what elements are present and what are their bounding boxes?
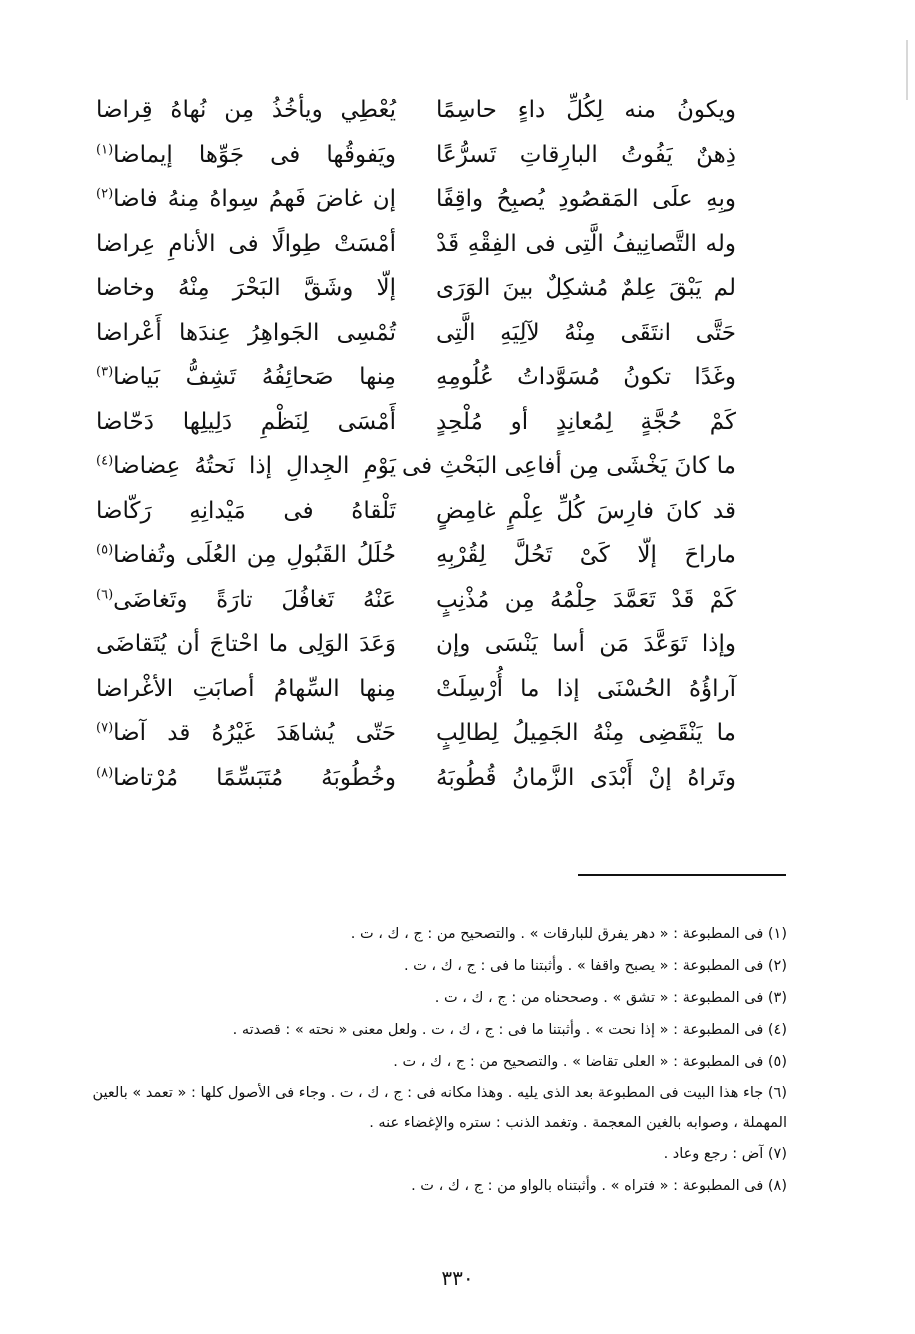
hemistich-second-text: حُلَلُ القَبُولِ مِن العُلَى وتُفاضا xyxy=(113,542,396,569)
hemistich-second xyxy=(96,720,396,746)
hemistich-first: وبِهِ علَى المَقصُودِ يُصبِحُ واقِفًا xyxy=(436,186,736,213)
footnote-item: (٥) فى المطبوعة : « العلى تقاضا » . والتصحيح من : ج ، ك ، ت . xyxy=(393,1054,787,1070)
hemistich-second-text: إلّا وشَقَّ البَحْرَ مِنْهُ وخاضا xyxy=(96,275,396,302)
hemistich-second xyxy=(96,453,396,479)
hemistich-second xyxy=(96,320,396,346)
hemistich-second-text: وخُطُوبَهُ مُتَبَسِّمًا مُرْتاضا xyxy=(113,764,396,791)
footnote-item: (٣) فى المطبوعة : « تشق » . وصححناه من : ج ، ك ، ت . xyxy=(434,990,787,1006)
footnote-separator xyxy=(578,874,786,876)
hemistich-second-text: إن غاضَ فَهمُ سِواهُ مِنهُ فاضا xyxy=(113,186,396,213)
footnote-item: (٨) فى المطبوعة : « فتراه » . وأثبتناه بالواو من : ج ، ك ، ت . xyxy=(411,1178,787,1194)
hemistich-first: آراؤُهُ الحُسْنَى إذا ما أُرْسِلَتْ xyxy=(436,675,736,702)
footnote-marker: (٢) xyxy=(96,186,114,202)
hemistich-second xyxy=(96,231,396,257)
hemistich-second-text: أَمْسَى لِنَظْمِ دَلِيلِها دَحّاضا xyxy=(96,408,396,435)
hemistich-first: لم يَبْقَ عِلمٌ مُشكِلٌ بينَ الوَرَى xyxy=(436,275,736,302)
hemistich-second-text: أمْسَتْ طِوالًا فى الأنامِ عِراضا xyxy=(96,230,396,257)
hemistich-first: قد كانَ فارِسَ كُلِّ عِلْمٍ غامِضٍ xyxy=(436,497,736,524)
hemistich-second xyxy=(96,142,396,168)
hemistich-first: وغَدًا تكونُ مُسَوَّداتُ عُلُومِهِ xyxy=(436,364,736,391)
hemistich-second xyxy=(96,409,396,435)
hemistich-first: وتَراهُ إنْ أَبْدَى الزَّمانُ قُطُوبَهُ xyxy=(436,764,736,791)
hemistich-first: حَتَّى انتَقَى مِنْهُ لآلِيَهِ الَّتِى xyxy=(436,319,736,346)
hemistich-second-text: تُمْسِى الجَواهِرُ عِندَها أَعْراضا xyxy=(96,319,396,346)
footnote-item: (٢) فى المطبوعة : « يصبح واقفا » . وأثبتنا ما فى : ج ، ك ، ت . xyxy=(403,958,787,974)
hemistich-second xyxy=(96,97,396,123)
hemistich-second xyxy=(96,631,396,657)
hemistich-first: كَمْ قَدْ تَعَمَّدَ حِلْمُهُ مِن مُذْنِبٍ xyxy=(436,586,736,613)
verse xyxy=(96,222,736,267)
footnote-item: (٧) آض : رجع وعاد . xyxy=(663,1146,787,1162)
verse xyxy=(96,177,736,222)
footnote-marker: (٧) xyxy=(96,720,114,736)
hemistich-second xyxy=(96,186,396,212)
verse xyxy=(96,311,736,356)
hemistich-second-text: حَتّى يُشاهَدَ غَيْرُهُ قد آضا xyxy=(113,720,396,747)
verse xyxy=(96,667,736,712)
footnote-item: (١) فى المطبوعة : « دهر يفرق للبارقات » . والتصحيح من : ج ، ك ، ت . xyxy=(350,926,787,942)
hemistich-second xyxy=(96,542,396,568)
verse xyxy=(96,711,736,756)
hemistich-second xyxy=(96,275,396,301)
hemistich-first: ذِهنٌ يَفُوتُ البارِقاتِ تَسرُّعًا xyxy=(436,141,736,168)
hemistich-second-text: وَعَدَ الوَلِى ما احْتاجَ أن يُتَقاضَى xyxy=(96,631,396,658)
poem-verses xyxy=(96,88,736,800)
verse xyxy=(96,578,736,623)
page-number: ٣٣٠ xyxy=(441,1266,474,1290)
verse xyxy=(96,88,736,133)
hemistich-second xyxy=(96,364,396,390)
verse xyxy=(96,400,736,445)
footnote-marker: (٥) xyxy=(96,542,114,558)
footnote-item: (٤) فى المطبوعة : « إذا نحت » . وأثبتنا ما فى : ج ، ك ، ت . ولعل معنى « نحته » : قصدته . xyxy=(232,1022,787,1038)
hemistich-first: وإذا تَوَعَّدَ مَن أسا يَنْسَى وإن xyxy=(436,631,736,658)
footnote-marker: (٣) xyxy=(96,364,114,380)
footnote-marker: (٨) xyxy=(96,765,114,781)
hemistich-second-text: مِنها صَحائِفُهُ تَشِفُّ بَياضا xyxy=(113,364,396,391)
hemistich-second xyxy=(96,676,396,702)
hemistich-first: كَمْ حُجَّةٍ لِمُعانِدٍ أو مُلْحِدٍ xyxy=(436,408,736,435)
verse xyxy=(96,622,736,667)
verse xyxy=(96,355,736,400)
verse xyxy=(96,756,736,801)
hemistich-second-text: تَلْقاهُ فى مَيْدانِهِ رَكّاضا xyxy=(96,497,396,524)
verse xyxy=(96,533,736,578)
hemistich-second xyxy=(96,765,396,791)
scan-edge-mark xyxy=(906,40,908,100)
verse xyxy=(96,266,736,311)
hemistich-second-text: يُعْطِي ويأخُذُ مِن نُهاهُ قِراضا xyxy=(96,97,396,124)
hemistich-second xyxy=(96,587,396,613)
footnote-item: (٦) جاء هذا البيت فى المطبوعة بعد الذى يليه . وهذا مكانه فى : ج ، ك ، ت . وجاء فى الأصول كلها : « تعمد » بالعين المهملة ، وصوابه بالغين المعجمة . وتغمد الذنب : ستره والإغضاء عنه . xyxy=(92,1085,787,1131)
hemistich-first: وله التَّصانِيفُ الَّتِى فى الفِقْهِ قَدْ xyxy=(436,230,736,257)
hemistich-first: ما كانَ يَخْشَى مِن أفاعِى البَحْثِ فى xyxy=(401,453,736,480)
verse xyxy=(96,133,736,178)
verse xyxy=(96,444,736,489)
footnote-marker: (٦) xyxy=(96,587,114,603)
footnotes xyxy=(87,918,787,1202)
hemistich-second-text: يَوْمِ الجِدالِ إذا نَحتُهُ عِضاضا xyxy=(113,453,396,480)
hemistich-second-text: عَنْهُ تَغافُلَ تارَةً وتَغاضَى xyxy=(113,586,396,613)
hemistich-first: ما يَنْقَضِى مِنْهُ الجَمِيلُ لِطالِبٍ xyxy=(436,720,736,747)
footnote-marker: (١) xyxy=(96,142,114,158)
hemistich-first: ويكونُ منه لِكُلِّ داءٍ حاسِمًا xyxy=(436,97,736,124)
hemistich-second xyxy=(96,498,396,524)
hemistich-first: ماراحَ إلّا كَىْ تَحُلَّ لِقُرْبِهِ xyxy=(436,542,736,569)
footnote-marker: (٤) xyxy=(96,453,114,469)
hemistich-second-text: مِنها السِّهامُ أصابَتِ الأغْراضا xyxy=(96,675,396,702)
verse xyxy=(96,489,736,534)
hemistich-second-text: ويَفوقُها فى جَوِّها إيماضا xyxy=(113,141,396,168)
